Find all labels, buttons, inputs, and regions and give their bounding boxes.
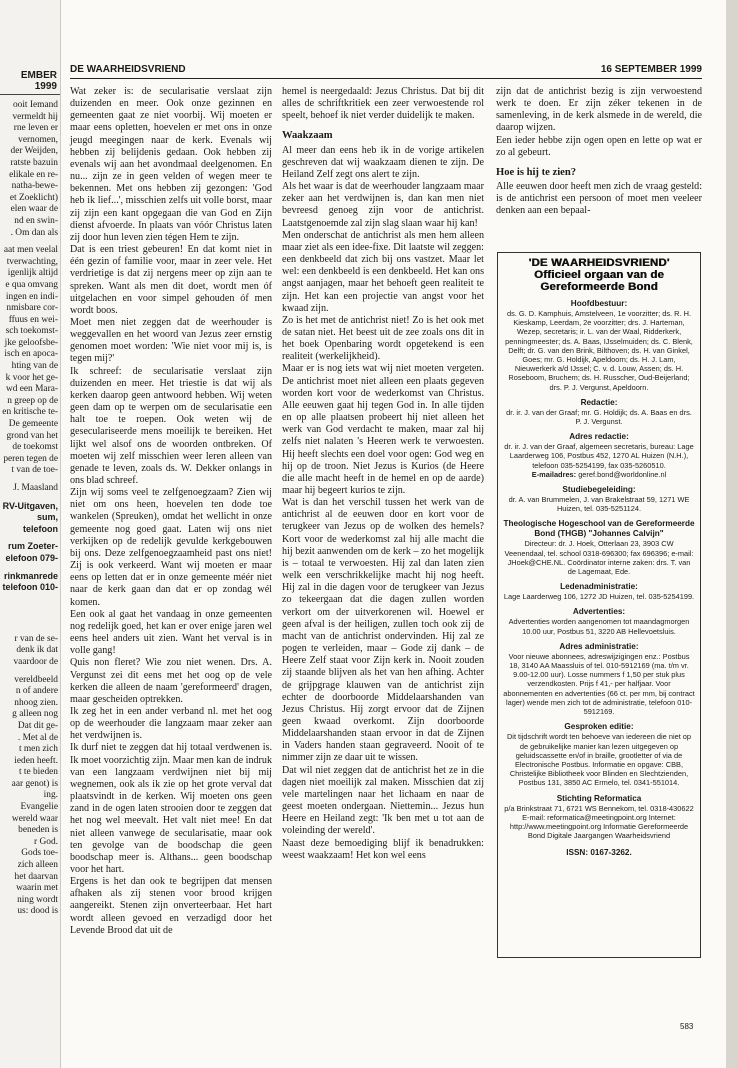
previous-page-paragraph: [0, 634, 58, 669]
previous-page-text: [0, 100, 58, 924]
colophon-section-body: Advertenties worden aangenomen tot maandagmorgen 10.00 uur, Postbus 51, 3220 AB Hellevoetsluis.: [508, 617, 690, 636]
colophon-section-heading: Ledenadministratie:: [560, 582, 638, 592]
colophon-section-body: Directeur: dr. J. Hoek, Otterlaan 23, 3903 CW Veenendaal, tel. school 0318-696300; fax 696396; e-mail: JHoek@CHE.NL. Coördinator interne zaken: drs. T. van de Lagemaat, Ede.: [504, 539, 694, 577]
previous-page-line: elikale en re-: [9, 169, 58, 180]
colophon-section-body: dr. ir. J. van der Graaf; mr. G. Holdijk; ds. A. Baas en drs. P. J. Vergunst.: [506, 407, 692, 427]
previous-page-line: rum Zoeter-: [7, 541, 58, 552]
colophon-section: [503, 519, 695, 576]
previous-page-line: n greep op de: [7, 395, 58, 406]
previous-page-line: ieden heeft.: [14, 755, 58, 766]
article-paragraph: Zijn wij soms veel te zelfgenoegzaam? Zien wij niet om ons heen, hoevelen ten dode toe wankelen (Spreuken), omdat het wellicht in onze gemeente nog goed gaat. Laten wij ons niet verkijken op de redelijk gevulde kerkgebouwen bij ons. Deze zelfgenoegzaamheid past ons niet! Zij is ook verkeerd. Want wij moeten er maar eens op letten dat er in onze gemeente méér niet naar de kerk gaan dan dat er op zondag wél komen.: [70, 487, 272, 608]
previous-page-line: telefoon 010-: [2, 582, 58, 593]
previous-page-line: vermeldt hij: [12, 111, 58, 122]
previous-page-paragraph: [0, 675, 58, 918]
previous-page-line: ingen en indi-: [5, 291, 58, 302]
previous-page-line: J. Maasland: [13, 483, 58, 493]
colophon-box: [497, 252, 701, 958]
page-edge-shadow: [726, 0, 738, 1068]
colophon-section: [503, 607, 695, 635]
previous-page-line: sch toekomst-: [5, 326, 58, 337]
colophon-section-heading: Hoofdbestuur:: [570, 299, 628, 308]
colophon-sections: [503, 299, 695, 840]
previous-page-line: vernomen,: [18, 134, 58, 145]
previous-page-line: De gemeente: [8, 419, 58, 430]
previous-page-line: sum, telefoon: [23, 512, 58, 534]
previous-page-paragraph: [0, 100, 58, 239]
colophon-section-heading: Gesproken editie:: [564, 722, 634, 732]
previous-page-line: igenlijk altijd: [7, 268, 58, 279]
previous-page-line: ooit Iemand: [12, 100, 58, 110]
colophon-section-heading: Advertenties:: [572, 607, 626, 617]
previous-page-line: vereldbeeld: [14, 674, 58, 685]
article-paragraph: Wat is dan het verschil tussen het werk van de antichrist al de eeuwen door en kort voor de terugkeer van Jezus op de wolken des hemels? Kort voor de wederkomst zal hij alle macht die hij bezit aanwenden om de kerk – zo het mogelijk is – totaal te verwoesten. Hij zal dan laten zien welk een verschrikkelijke macht hij nog heeft. Hij zal in die dagen voor de terugkeer van Jezus zo tekeergaan dat die dagen zullen worden verkort om der uitverkorenen wil. Hoewel er geen afval is der heiligen, zullen toch ook zij de macht van de antichrist ondervinden. Hij zal ze pogen te verleiden, maar – Gode zij dank – de Heere Zelf staat voor Zijn kerk in. Nooit zouden zij staande blijven als het van hen afhing. Achter de grijpgrage klauwen van de antichrist zijn echter de doorboorde Middelaarshanden van Jezus Christus. Hij zorgt ervoor dat de Zijnen geen kwaad overkomt. Zijn doorboorde Middelaarshanden staan ervoor in dat de Zijnen in Vaders handen staan gegraveerd. Nooit of te nimmer zijn ze daar uit te wissen.: [282, 497, 484, 764]
previous-page-line: rinkmanrede: [3, 570, 58, 581]
article-paragraph: Een ieder hebbe zijn ogen open en lette op wat er zo al gebeurt.: [496, 134, 702, 158]
publication-name: DE WAARHEIDSVRIEND: [70, 64, 186, 75]
previous-page-line: RV-Uitgaven,: [2, 500, 58, 511]
previous-page-paragraph: [0, 245, 58, 477]
previous-page-line: ing.: [43, 790, 58, 801]
email-address: E-mailadres: geref.bond@worldonline.nl: [531, 469, 667, 479]
previous-page-line: denk ik dat: [16, 645, 58, 656]
section-heading-waakzaam: Waakzaam: [282, 130, 333, 142]
previous-page-line: der Weijden,: [10, 146, 58, 157]
running-header: [70, 62, 702, 79]
article-column-3: [496, 86, 702, 218]
previous-page-line: nmisbare cor-: [6, 303, 58, 314]
previous-page-line: n of andere: [15, 686, 58, 697]
colophon-title: [503, 257, 695, 293]
previous-page-signature: [0, 483, 58, 495]
previous-page-line: Evangelie: [20, 802, 58, 813]
colophon-title-line: Gereformeerde Bond: [540, 281, 658, 293]
colophon-section-body: dr. ir. J. van der Graaf, algemeen secretaris, bureau: Lage Laarderweg 106, Postbus 452, 1270 AL Huizen (N.H.), telefoon 035-5254199, fax 035-5260510.: [504, 442, 694, 470]
colophon-section: [503, 432, 695, 479]
previous-page-line: isch en apoca-: [4, 349, 58, 360]
article-paragraph: Al meer dan eens heb ik in de vorige artikelen geschreven dat wij waakzaam dienen te zijn. De Heiland Zelf zegt ons alert te zijn.: [282, 144, 484, 180]
article-column-1: [70, 86, 272, 937]
previous-page-line: peren tegen de: [3, 453, 58, 464]
article-paragraph: Een ook al gaat het vandaag in onze gemeenten nog redelijk goed, het kan er over enige jaren wel eens heel anders uit zien. Want het verval is in volle gang!: [70, 608, 272, 657]
colophon-section-heading: Stichting Reformatica: [556, 793, 642, 803]
previous-page-line: ratste bazuin: [10, 157, 58, 168]
previous-page-address: [0, 541, 58, 564]
article-paragraph: Ik durf niet te zeggen dat hij totaal verdwenen is. Ik moet voorzichtig zijn. Maar men kan de indruk van een langzaam verdwijnen niet bij mij wegnemen, ook als ik zie op het grote verval dat plaatsvindt in de kerken. Wij moeten ons geen zand in de ogen laten strooien door te zeggen dat het nog wel meevalt. Het valt niet mee! En dat niet alleen vanwege de secularisatie, maar ook ten gevolge van de boodschap die geen boodschap meer is. Althans... geen boodschap voor het hart.: [70, 742, 272, 875]
article-column-2: [282, 86, 484, 862]
previous-page-line: t van de toe-: [11, 465, 58, 476]
article-paragraph: Ergens is het dan ook te begrijpen dat mensen afhaken als zij stenen voor brood krijgen aangereikt. Stenen zijn onverteerbaar. Het hart wordt alleen gevoed en verzadigd door het Levende Brood dat uit de: [70, 876, 272, 936]
previous-page-line: nd en swin-: [14, 215, 58, 226]
colophon-section-heading: Studiebegeleiding:: [562, 485, 636, 495]
previous-page-line: Dat dit ge-: [17, 720, 58, 731]
previous-page-line: rne leven er: [13, 123, 58, 134]
previous-page-line: elen waar de: [10, 204, 58, 215]
previous-page-line: ning wordt: [17, 894, 58, 905]
article-paragraph: Moet men niet zeggen dat de weerhouder is weggevallen en het woord van Jezus zeer ernstig genomen moet worden: 'Wie niet voor mij is, is tegen mij?': [70, 316, 272, 365]
page-number: 583: [680, 1022, 694, 1031]
previous-page-line: natha-bewe-: [11, 181, 58, 192]
previous-page-line: aar genot) is: [11, 778, 58, 789]
colophon-section-body: p/a Brinkstraat 71, 6721 WS Bennekom, tel. 0318-430622 E-mail: reformatica@meetingpoint.org Internet: http://www.meetingpoint.org Informatie Gereformeerde Bond Digitale Jaargangen Waarheidsvriend: [504, 803, 694, 841]
previous-page-line: g alleen nog: [12, 709, 58, 720]
article-paragraph: Quis non fleret? Wie zou niet wenen. Drs. A. Vergunst zei dit eens met het oog op de vele kerken die alleen de naam 'gereformeerd' dragen, maar gescheiden optrekken.: [70, 657, 272, 705]
previous-page-address: [0, 571, 58, 594]
previous-page-line: t men zich: [18, 744, 58, 755]
previous-page-line: . Met al de: [17, 732, 58, 743]
section-heading-hoe-is-hij-te-zien: Hoe is hij te zien?: [496, 166, 577, 178]
article-paragraph: Als het waar is dat de weerhouder langzaam maar zeker aan het verdwijnen is, dan kan men niet bevreesd genoeg zijn voor de antichrist. Laatstgenoemde zal zijn slag slaan waar hij kan!: [282, 181, 484, 229]
previous-page-line: Gods toe-: [21, 848, 58, 859]
article-paragraph: Naast deze bemoediging blijf ik benadrukken: weest waakzaam! Het kon wel eens: [282, 837, 484, 861]
colophon-title-line: 'DE WAARHEIDSVRIEND': [528, 257, 670, 269]
previous-page-line: het daarvan: [14, 871, 58, 882]
colophon-section-body: dr. A. van Brummelen, J. van Brakelstraat 59, 1271 WE Huizen, tel. 035-5251124.: [508, 495, 690, 514]
previous-page-line: us: dood is: [17, 906, 58, 917]
article-paragraph: Dat wil niet zeggen dat de antichrist het ze in die dagen niet moeilijk zal maken. Misschien dat zij vele martelingen naar het lichaam en naar de geest moeten ondergaan. Niettemin... Jezus hun Heere en Heiland zegt: 'Ik ben met u tot aan de voleinding der wereld'.: [282, 764, 484, 837]
colophon-section: [503, 794, 695, 841]
colophon-section: [503, 642, 695, 716]
previous-page-line: vaardoor de: [13, 656, 58, 667]
article-paragraph: Maar er is nog iets wat wij niet moeten vergeten. De antichrist moet niet alleen een plaats gegeven worden kort voor de wederkomst van Christus. Alle eeuwen gaat hij tegen God in. In alle tijden en op alle plaatsen probeert hij niet alleen het werk van God verdacht te maken, maar zal hij zelfs niet nalaten 's Heeren werk te verwoesten. Hij heeft slechts een doel voor ogen: God weg en hij op de troon. Niet Jezus is Kurios (de Heere die alle macht heeft in de hemel en op de aarde) maar hij begeert kurios te zijn.: [282, 363, 484, 496]
colophon-section-heading: Theologische Hogeschool van de Gereformeerde Bond (THGB) "Johannes Calvijn": [503, 519, 695, 539]
colophon-section: [503, 582, 695, 601]
previous-page-line: k voor het ge-: [5, 372, 58, 383]
colophon-section: [503, 485, 695, 513]
previous-page-line: beneden is: [18, 825, 58, 836]
colophon-section-body: Dit tijdschrift wordt ten behoeve van iedereen die niet op de gebruikelijke manier kan lezen uitgegeven op geluidscassette en/of in braille, grootletter of via de Electronische Postbus. Informatie en opgave: CBB, Christelijke Bibliotheek voor Blinden en Slechtzienden, Postbus 131, 3850 AC Ermelo, tel. 0341-551014.: [506, 732, 692, 788]
previous-page-line: nhoog zien.: [14, 697, 58, 708]
previous-page-line: hting van de: [11, 361, 58, 372]
previous-page-line: jke geloofsbe-: [4, 337, 58, 348]
previous-page-line: tverwachting,: [6, 256, 58, 267]
article-paragraph: Ik schreef: de secularisatie verslaat zijn duizenden en meer. Het triestie is dat wij als kerken daarop geen antwoord hebben. Wij weten geen dam op te werpen om de secularisatie een halt toe te roepen. Ook weten wij de geseculariseerde mens moeilijk te bereiken. Het lijkt wel alsof ons de woorden ontbreken. Of moeten wij zelf misschien weer leren alleen van genade te leven, zoals ds. W. Dekker onlangs in ons blad schreef.: [70, 365, 272, 486]
article-paragraph: Men onderschat de antichrist als men hem alleen maar ziet als een idee-fixe. Dit laatste wil zeggen: een denkbeeld dat zich bij ons vastzet. Maar let wel: een denkbeeld is een denkbeeld. Het kan ons angst aanjagen, maar het behoeft geen realiteit te zijn. Het kan een projectie van angst voor het kwaad zijn.: [282, 229, 484, 314]
previous-page-header: EMBER 1999: [0, 70, 60, 95]
previous-page-line: grond van het: [6, 430, 58, 441]
issue-date: 16 SEPTEMBER 1999: [600, 64, 702, 75]
previous-page-line: e qua omvang: [5, 279, 58, 290]
colophon-section-body: ds. G. D. Kamphuis, Amstelveen, 1e voorzitter; ds. R. H. Kieskamp, Leerdam, 2e voorzitter; drs. J. Harteman, Wezep, secretaris; ir. L. van der Waal, Ridderkerk, penningmeester; ds. A. Baas, IJsselmuiden; ds. C. Blenk, Delft; dr. G. van den Brink, Bilthoven; ds. H. van Ginkel, Goes; mr. G. Holdijk, Apeldoorn; ds. H. J. Lam, Nieuwerkerk a/d IJssel; C. v. d. Louw, Assen; ds. H. Roseboom, Bruchem; ds. H. Russcher, Oud-Beijerland; drs. P. J. Vergunst, Apeldoorn.: [505, 309, 693, 392]
previous-page-line: r God.: [34, 836, 58, 847]
article-paragraph: Ik zeg het in een ander verband nl. met het oog op de weerhouder die langzaam maar zeker aan het verdwijnen is.: [70, 705, 272, 742]
article-paragraph: Alle eeuwen door heeft men zich de vraag gesteld: is de antichrist een persoon of moet men veeleer denken aan een bepaal-: [496, 181, 702, 217]
previous-page-line: waarin met: [16, 883, 58, 894]
colophon-section-heading: Adres administratie:: [559, 641, 639, 651]
previous-page-line: aat men veelal: [3, 245, 58, 256]
previous-page-line: t te bieden: [18, 767, 58, 778]
colophon-title-line: Officieel orgaan van de: [534, 269, 664, 281]
previous-page-line: elefoon 079-: [5, 552, 58, 563]
previous-page-line: wd een Mara-: [5, 384, 58, 395]
previous-page-line: en kritische te-: [2, 407, 58, 418]
article-paragraph: Zo is het met de antichrist niet! Zo is het ook met de satan niet. Het beest uit de zee zoals ons dit in het boek Openbaring wordt opgetekend is een realiteit (werkelijkheid).: [282, 314, 484, 363]
previous-page-line: wereld waar: [11, 813, 58, 824]
previous-page-line: . Om dan als: [10, 227, 58, 238]
previous-page-line: r van de se-: [14, 633, 58, 644]
article-paragraph: Wat zeker is: de secularisatie verslaat zijn duizenden en meer. Ook onze gezinnen en gemeenten gaat ze niet voorbij. Wij moeten er maar eens opletten, hoevelen er met ons in onze jeugd meegingen naar de kerk. Evenals wij hebben zij belijdenis gedaan. Ook hebben zij evenals wij aan het avondmaal deelgenomen. En nu... zijn ze in geen velden of wegen meer te bekennen. Met ons hebben zij gezongen: 'God heb ik lief...', misschien zelfs uit volle borst, maar zij zijn een kant opgegaan die van God en Zijn dienst afvoerde. In plaats van vóór Christus laten zij door hun leven zien tégen Hem te zijn.: [70, 86, 272, 243]
article-paragraph: Dat is een triest gebeuren! En dat komt niet in één gezin of familie voor, maar in zeer vele. Het verdrietige is dat zij nergens meer op zijn aan te spreken. Want als men dit doet, wordt men óf uitgelachen en voor simpel gehouden óf men wordt boos.: [70, 244, 272, 316]
previous-page-line: de toekomst: [12, 442, 58, 453]
previous-page-line: et Zoeklicht): [9, 192, 58, 203]
previous-page-edge: [0, 0, 61, 1068]
previous-page-line: ffuus en wei-: [8, 314, 58, 325]
colophon-section-body: Lage Laarderweg 106, 1272 JD Huizen, tel. 035-5254199.: [503, 592, 695, 602]
previous-page-line: zich alleen: [17, 860, 58, 871]
colophon-section: [503, 398, 695, 426]
colophon-section: [503, 299, 695, 392]
colophon-section: [503, 722, 695, 787]
previous-page-address: [0, 501, 58, 536]
colophon-section-heading: Adres redactie:: [569, 432, 629, 442]
article-paragraph: hemel is neergedaald: Jezus Christus. Dat bij dit alles de schriftkritiek een zeer verwoestende rol speelt, behoef ik niet verder duidelijk te maken.: [282, 86, 484, 122]
colophon-section-body: Voor nieuwe abonnees, adreswijzigingen enz.: Postbus 18, 3140 AA Maassluis of tel. 010-5912169 (ma. t/m vr. 9.00-12.00 uur). Losse nummers f 1,50 per stuk plus verzendkosten. Prijs f 41,- per halfjaar. Voor abonnementen en advertenties (66 ct. per mm, bij contract lager) wende men zich tot de administratie, telefoon 010-5912169.: [503, 651, 695, 717]
issn-number: ISSN: 0167-3262.: [566, 848, 632, 858]
article-paragraph: zijn dat de antichrist bezig is zijn verwoestend werk te doen. Er zijn zéker tekenen in de samenleving, in de kerk alsmede in de wereld, die daarop wijzen.: [496, 86, 702, 134]
colophon-section-heading: Redactie:: [580, 397, 618, 407]
